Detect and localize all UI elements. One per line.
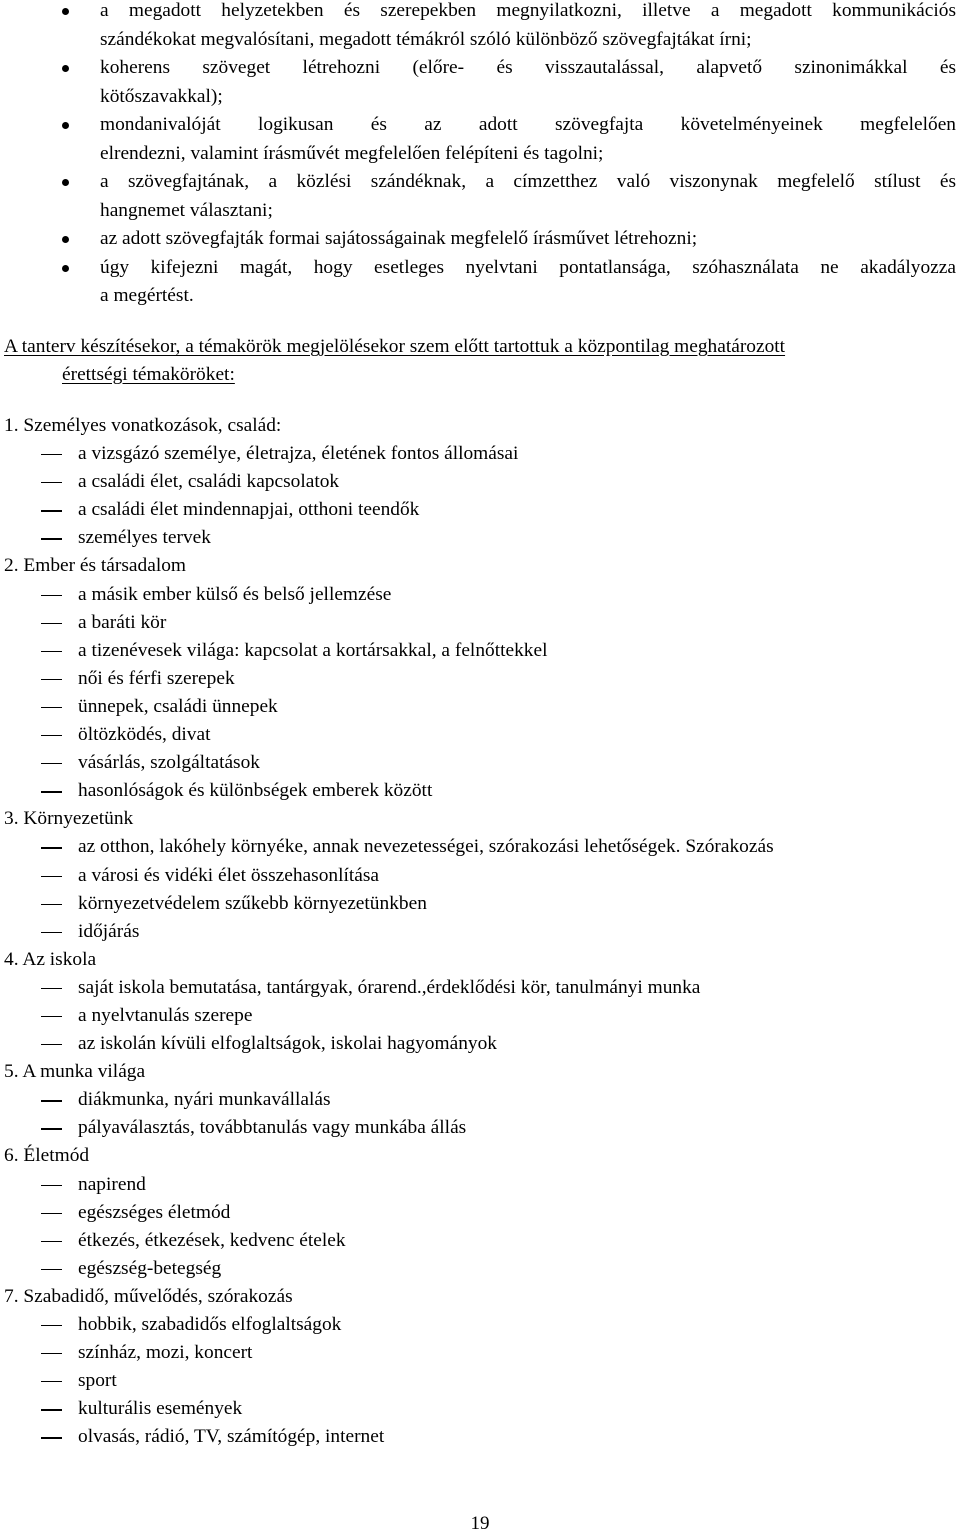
topic-item-text: napirend <box>78 1173 146 1195</box>
bullet-line: koherens szöveget létrehozni (előre- és visszautalással, alapvető szinonimákkal és <box>100 57 956 78</box>
topic-item <box>0 440 960 468</box>
topic-item-text: olvasás, rádió, TV, számítógép, internet <box>78 1426 385 1448</box>
topic-item <box>0 637 960 665</box>
topic-item <box>0 524 960 552</box>
section-title: 4. Az iskola <box>4 948 97 970</box>
bullet-dot-icon <box>62 8 69 15</box>
dash-icon <box>41 595 62 596</box>
topic-item <box>0 1030 960 1058</box>
topic-item-text: ünnepek, családi ünnepek <box>78 695 278 717</box>
topic-item-text: öltözködés, divat <box>78 724 211 746</box>
topic-item <box>0 862 960 890</box>
bullet-line: elrendezni, valamint írásművét megfelelően felépíteni és tagolni; <box>100 142 604 164</box>
dash-icon <box>41 904 62 905</box>
bullet-dot-icon <box>62 122 69 129</box>
dash-icon <box>41 1269 62 1270</box>
bullet-line: úgy kifejezni magát, hogy esetleges nyelvtani pontatlansága, szóhasználata ne akadályozza <box>100 256 956 278</box>
topic-item-text: étkezés, étkezések, kedvenc ételek <box>78 1229 346 1251</box>
topic-item-text: egészség-betegség <box>78 1257 222 1279</box>
topic-item <box>0 1227 960 1255</box>
topic-item <box>0 1367 960 1395</box>
topic-item-text: a másik ember külső és belső jellemzése <box>78 583 392 605</box>
bullet-line: mondanivalóját logikusan és az adott szövegfajta követelményeinek megfelelően <box>100 114 956 135</box>
topic-item <box>0 1311 960 1339</box>
topic-item-text: a vizsgázó személye, életrajza, életének fontos állomásai <box>78 443 519 465</box>
dash-icon <box>41 932 62 933</box>
intro-paragraph <box>4 333 954 389</box>
topic-item <box>0 1423 960 1451</box>
topic-item <box>0 1199 960 1227</box>
bullet-line: a megértést. <box>100 285 194 306</box>
topic-item-text: személyes tervek <box>78 527 211 549</box>
topic-item-text: saját iskola bemutatása, tantárgyak, órarend.,érdeklődési kör, tanulmányi munka <box>78 976 701 998</box>
topic-item <box>0 1114 960 1142</box>
topic-item-text: női és férfi szerepek <box>78 667 235 689</box>
bullet-line: az adott szövegfajták formai sajátosságainak megfelelő írásművet létrehozni; <box>100 228 698 249</box>
bullet-line: kötőszavakkal); <box>100 85 223 107</box>
dash-icon <box>41 651 62 652</box>
dash-icon <box>41 538 62 539</box>
dash-icon <box>41 1353 62 1354</box>
bullet-dot-icon <box>62 265 69 272</box>
topic-item <box>0 496 960 524</box>
topic-item-text: hobbik, szabadidős elfoglaltságok <box>78 1314 342 1335</box>
dash-icon <box>41 847 62 848</box>
dash-icon <box>41 1185 62 1186</box>
topic-item <box>0 918 960 946</box>
dash-icon <box>41 791 62 792</box>
bullet-item <box>0 225 960 254</box>
bullet-dot-icon <box>62 65 69 72</box>
bullet-line: hangnemet választani; <box>100 199 273 221</box>
bullet-item <box>0 0 960 54</box>
dash-icon <box>41 679 62 680</box>
dash-icon <box>41 623 62 624</box>
topic-item-text: kulturális események <box>78 1398 243 1420</box>
topic-item-text: a családi élet mindennapjai, otthoni teendők <box>78 499 420 521</box>
intro-line-1: A tanterv készítésekor, a témakörök megjelölésekor szem előtt tartottuk a központilag meghatározott <box>4 336 786 357</box>
bullet-line: a szövegfajtának, a közlési szándéknak, a címzetthez való viszonynak megfelelő stílust és <box>100 171 956 192</box>
topic-item-text: a családi élet, családi kapcsolatok <box>78 471 340 493</box>
dash-icon <box>41 707 62 708</box>
topic-item-text: a baráti kör <box>78 611 167 633</box>
dash-icon <box>41 1409 62 1410</box>
dash-icon <box>41 1128 62 1129</box>
topic-item-text: pályaválasztás, továbbtanulás vagy munkába állás <box>78 1117 467 1139</box>
page-number: 19 <box>470 1513 490 1534</box>
dash-icon <box>41 1100 62 1101</box>
bullet-dot-icon <box>62 236 69 243</box>
topic-item-text: a tizenévesek világa: kapcsolat a kortársakkal, a felnőttekkel <box>78 639 548 661</box>
topic-item <box>0 1339 960 1367</box>
dash-icon <box>41 1016 62 1017</box>
topic-item <box>0 468 960 496</box>
topic-item <box>0 665 960 693</box>
topic-item-text: az otthon, lakóhely környéke, annak nevezetességei, szórakozási lehetőségek. Szórakozás <box>78 836 774 858</box>
bullet-item <box>0 254 960 311</box>
topic-item-text: színház, mozi, koncert <box>78 1342 253 1364</box>
topic-item <box>0 777 960 805</box>
section-title: 7. Szabadidő, művelődés, szórakozás <box>4 1285 293 1307</box>
section-title: 3. Környezetünk <box>4 808 134 830</box>
bullet-item <box>0 54 960 111</box>
dash-icon <box>41 1044 62 1045</box>
dash-icon <box>41 1381 62 1382</box>
dash-icon <box>41 735 62 736</box>
dash-icon <box>41 1213 62 1214</box>
topic-item <box>0 693 960 721</box>
topic-item <box>0 1002 960 1030</box>
bullet-list <box>0 0 960 311</box>
intro-line-2: érettségi témaköröket: <box>62 364 235 385</box>
bullet-item <box>0 111 960 168</box>
topic-list <box>0 412 960 1451</box>
dash-icon <box>41 510 62 511</box>
bullet-item <box>0 168 960 225</box>
topic-item-text: időjárás <box>78 920 140 942</box>
topic-item-text: a városi és vidéki élet összehasonlítása <box>78 864 379 886</box>
dash-icon <box>41 1241 62 1242</box>
topic-item <box>0 1255 960 1283</box>
dash-icon <box>41 763 62 764</box>
dash-icon <box>41 876 62 877</box>
topic-item-text: sport <box>78 1370 117 1392</box>
topic-item-text: egészséges életmód <box>78 1201 231 1223</box>
topic-item <box>0 749 960 777</box>
dash-icon <box>41 454 62 455</box>
dash-icon <box>41 988 62 989</box>
topic-item <box>0 974 960 1002</box>
topic-item <box>0 1395 960 1423</box>
topic-item <box>0 1171 960 1199</box>
topic-item <box>0 721 960 749</box>
section-title: 6. Életmód <box>4 1145 90 1167</box>
dash-icon <box>41 1437 62 1438</box>
dash-icon <box>41 482 62 483</box>
topic-item-text: környezetvédelem szűkebb környezetünkben <box>78 892 427 914</box>
topic-item-text: az iskolán kívüli elfoglaltságok, iskolai hagyományok <box>78 1033 497 1055</box>
topic-item-text: a nyelvtanulás szerepe <box>78 1004 253 1026</box>
topic-item-text: hasonlóságok és különbségek emberek között <box>78 780 433 802</box>
bullet-line: szándékokat megvalósítani, megadott témákról szóló különböző szövegfajtákat írni; <box>100 28 752 50</box>
section-title: 1. Személyes vonatkozások, család: <box>4 415 282 436</box>
topic-item-text: diákmunka, nyári munkavállalás <box>78 1089 331 1111</box>
topic-item-text: vásárlás, szolgáltatások <box>78 752 260 774</box>
topic-item <box>0 890 960 918</box>
section-title: 2. Ember és társadalom <box>4 555 186 577</box>
topic-item <box>0 581 960 609</box>
bullet-dot-icon <box>62 179 69 186</box>
dash-icon <box>41 1325 62 1326</box>
topic-item <box>0 609 960 637</box>
topic-item <box>0 1086 960 1114</box>
bullet-line: a megadott helyzetekben és szerepekben megnyilatkozni, illetve a megadott kommunikációs <box>100 0 956 21</box>
section-title: 5. A munka világa <box>4 1061 146 1083</box>
topic-item <box>0 833 960 861</box>
